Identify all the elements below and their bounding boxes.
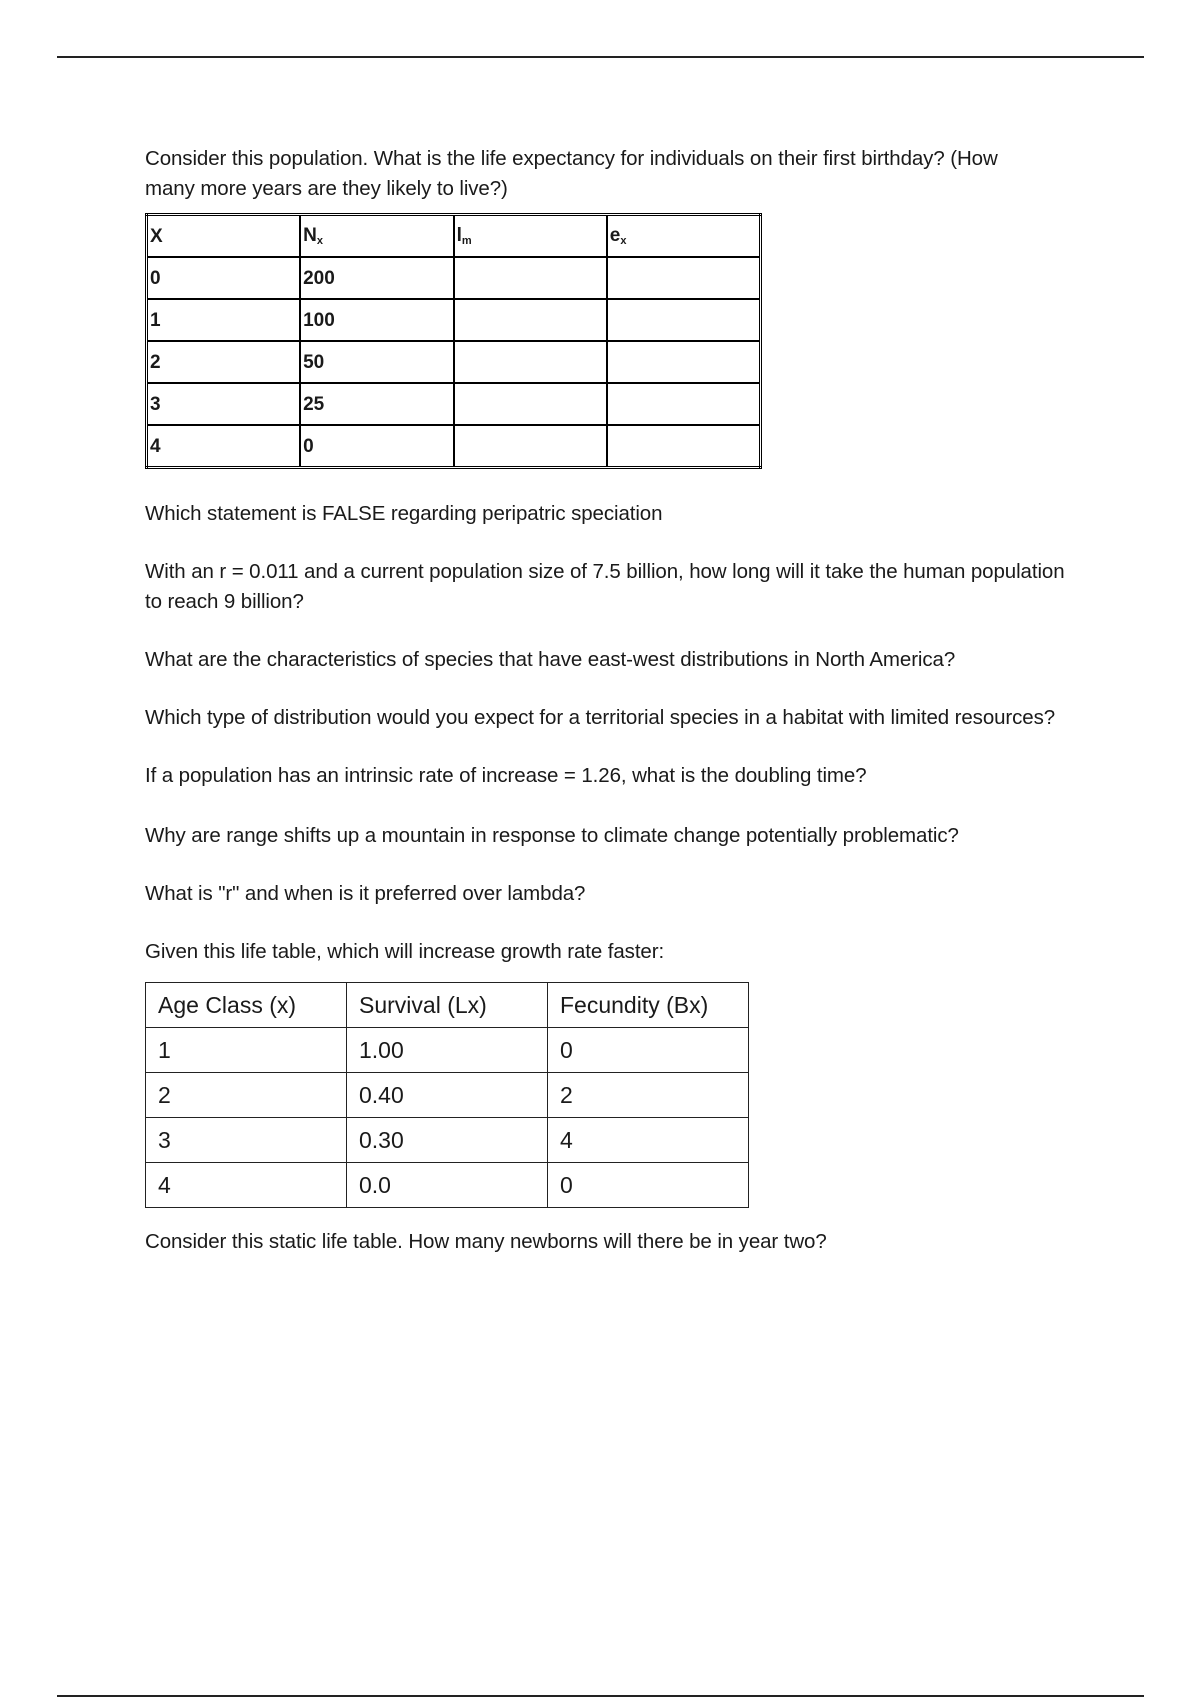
table-row xyxy=(146,1163,749,1208)
table-row xyxy=(147,425,761,468)
cell-n: 0 xyxy=(300,425,454,468)
cell-age: 4 xyxy=(146,1163,347,1208)
cell-x: 1 xyxy=(147,299,301,341)
document-body xyxy=(145,144,1065,1257)
table-row xyxy=(147,383,761,425)
cell-e xyxy=(607,257,761,299)
cell-age: 3 xyxy=(146,1118,347,1163)
cell-survival: 0.0 xyxy=(347,1163,548,1208)
table-row xyxy=(147,299,761,341)
header-fecundity: Fecundity (Bx) xyxy=(548,983,749,1028)
table-row xyxy=(147,257,761,299)
cell-n: 200 xyxy=(300,257,454,299)
cell-e xyxy=(607,299,761,341)
top-rule xyxy=(57,56,1144,58)
cell-l xyxy=(454,257,607,299)
cell-x: 0 xyxy=(147,257,301,299)
cell-l xyxy=(454,341,607,383)
population-table xyxy=(145,213,762,469)
cell-x: 4 xyxy=(147,425,301,468)
cell-survival: 0.40 xyxy=(347,1073,548,1118)
cell-n: 100 xyxy=(300,299,454,341)
cell-age: 2 xyxy=(146,1073,347,1118)
question-human-population: With an r = 0.011 and a current population size of 7.5 billion, how long will it take the human population to reach 9 billion? xyxy=(145,560,1065,613)
cell-age: 1 xyxy=(146,1028,347,1073)
question-range-shifts: Why are range shifts up a mountain in response to climate change potentially problematic? xyxy=(145,824,959,847)
cell-e xyxy=(607,425,761,468)
cell-fecundity: 0 xyxy=(548,1028,749,1073)
cell-l xyxy=(454,425,607,468)
cell-l xyxy=(454,383,607,425)
cell-survival: 1.00 xyxy=(347,1028,548,1073)
header-lm: $l_m$ xyxy=(454,215,607,258)
cell-n: 50 xyxy=(300,341,454,383)
header-survival: Survival (Lx) xyxy=(347,983,548,1028)
cell-fecundity: 0 xyxy=(548,1163,749,1208)
header-age-class: Age Class (x) xyxy=(146,983,347,1028)
header-x: X xyxy=(147,215,301,258)
question-peripatric: Which statement is FALSE regarding peripatric speciation xyxy=(145,502,663,525)
table-header-row xyxy=(146,983,749,1028)
life-table xyxy=(145,982,749,1208)
cell-n: 25 xyxy=(300,383,454,425)
question-east-west: What are the characteristics of species that have east-west distributions in North America? xyxy=(145,648,956,671)
table-header-row xyxy=(147,215,761,258)
table-row xyxy=(147,341,761,383)
cell-l xyxy=(454,299,607,341)
table-row xyxy=(146,1073,749,1118)
cell-x: 3 xyxy=(147,383,301,425)
header-nx: $N_x$ xyxy=(300,215,454,258)
cell-x: 2 xyxy=(147,341,301,383)
question-territorial: Which type of distribution would you expect for a territorial species in a habitat with limited resources? xyxy=(145,706,1056,729)
header-ex: $e_x$ xyxy=(607,215,761,258)
cell-survival: 0.30 xyxy=(347,1118,548,1163)
table-row xyxy=(146,1118,749,1163)
question-life-expectancy: Consider this population. What is the life expectancy for individuals on their first birthday? (How many more years are they likely to live?) xyxy=(145,147,998,200)
cell-e xyxy=(607,341,761,383)
question-static-life-table: Consider this static life table. How many newborns will there be in year two? xyxy=(145,1230,827,1253)
bottom-rule xyxy=(57,1695,1144,1697)
cell-fecundity: 2 xyxy=(548,1073,749,1118)
cell-e xyxy=(607,383,761,425)
question-growth-rate: Given this life table, which will increase growth rate faster: xyxy=(145,940,665,963)
table-row xyxy=(146,1028,749,1073)
question-doubling-time: If a population has an intrinsic rate of increase = 1.26, what is the doubling time? xyxy=(145,764,867,787)
question-r-lambda: What is "r" and when is it preferred over lambda? xyxy=(145,882,586,905)
cell-fecundity: 4 xyxy=(548,1118,749,1163)
